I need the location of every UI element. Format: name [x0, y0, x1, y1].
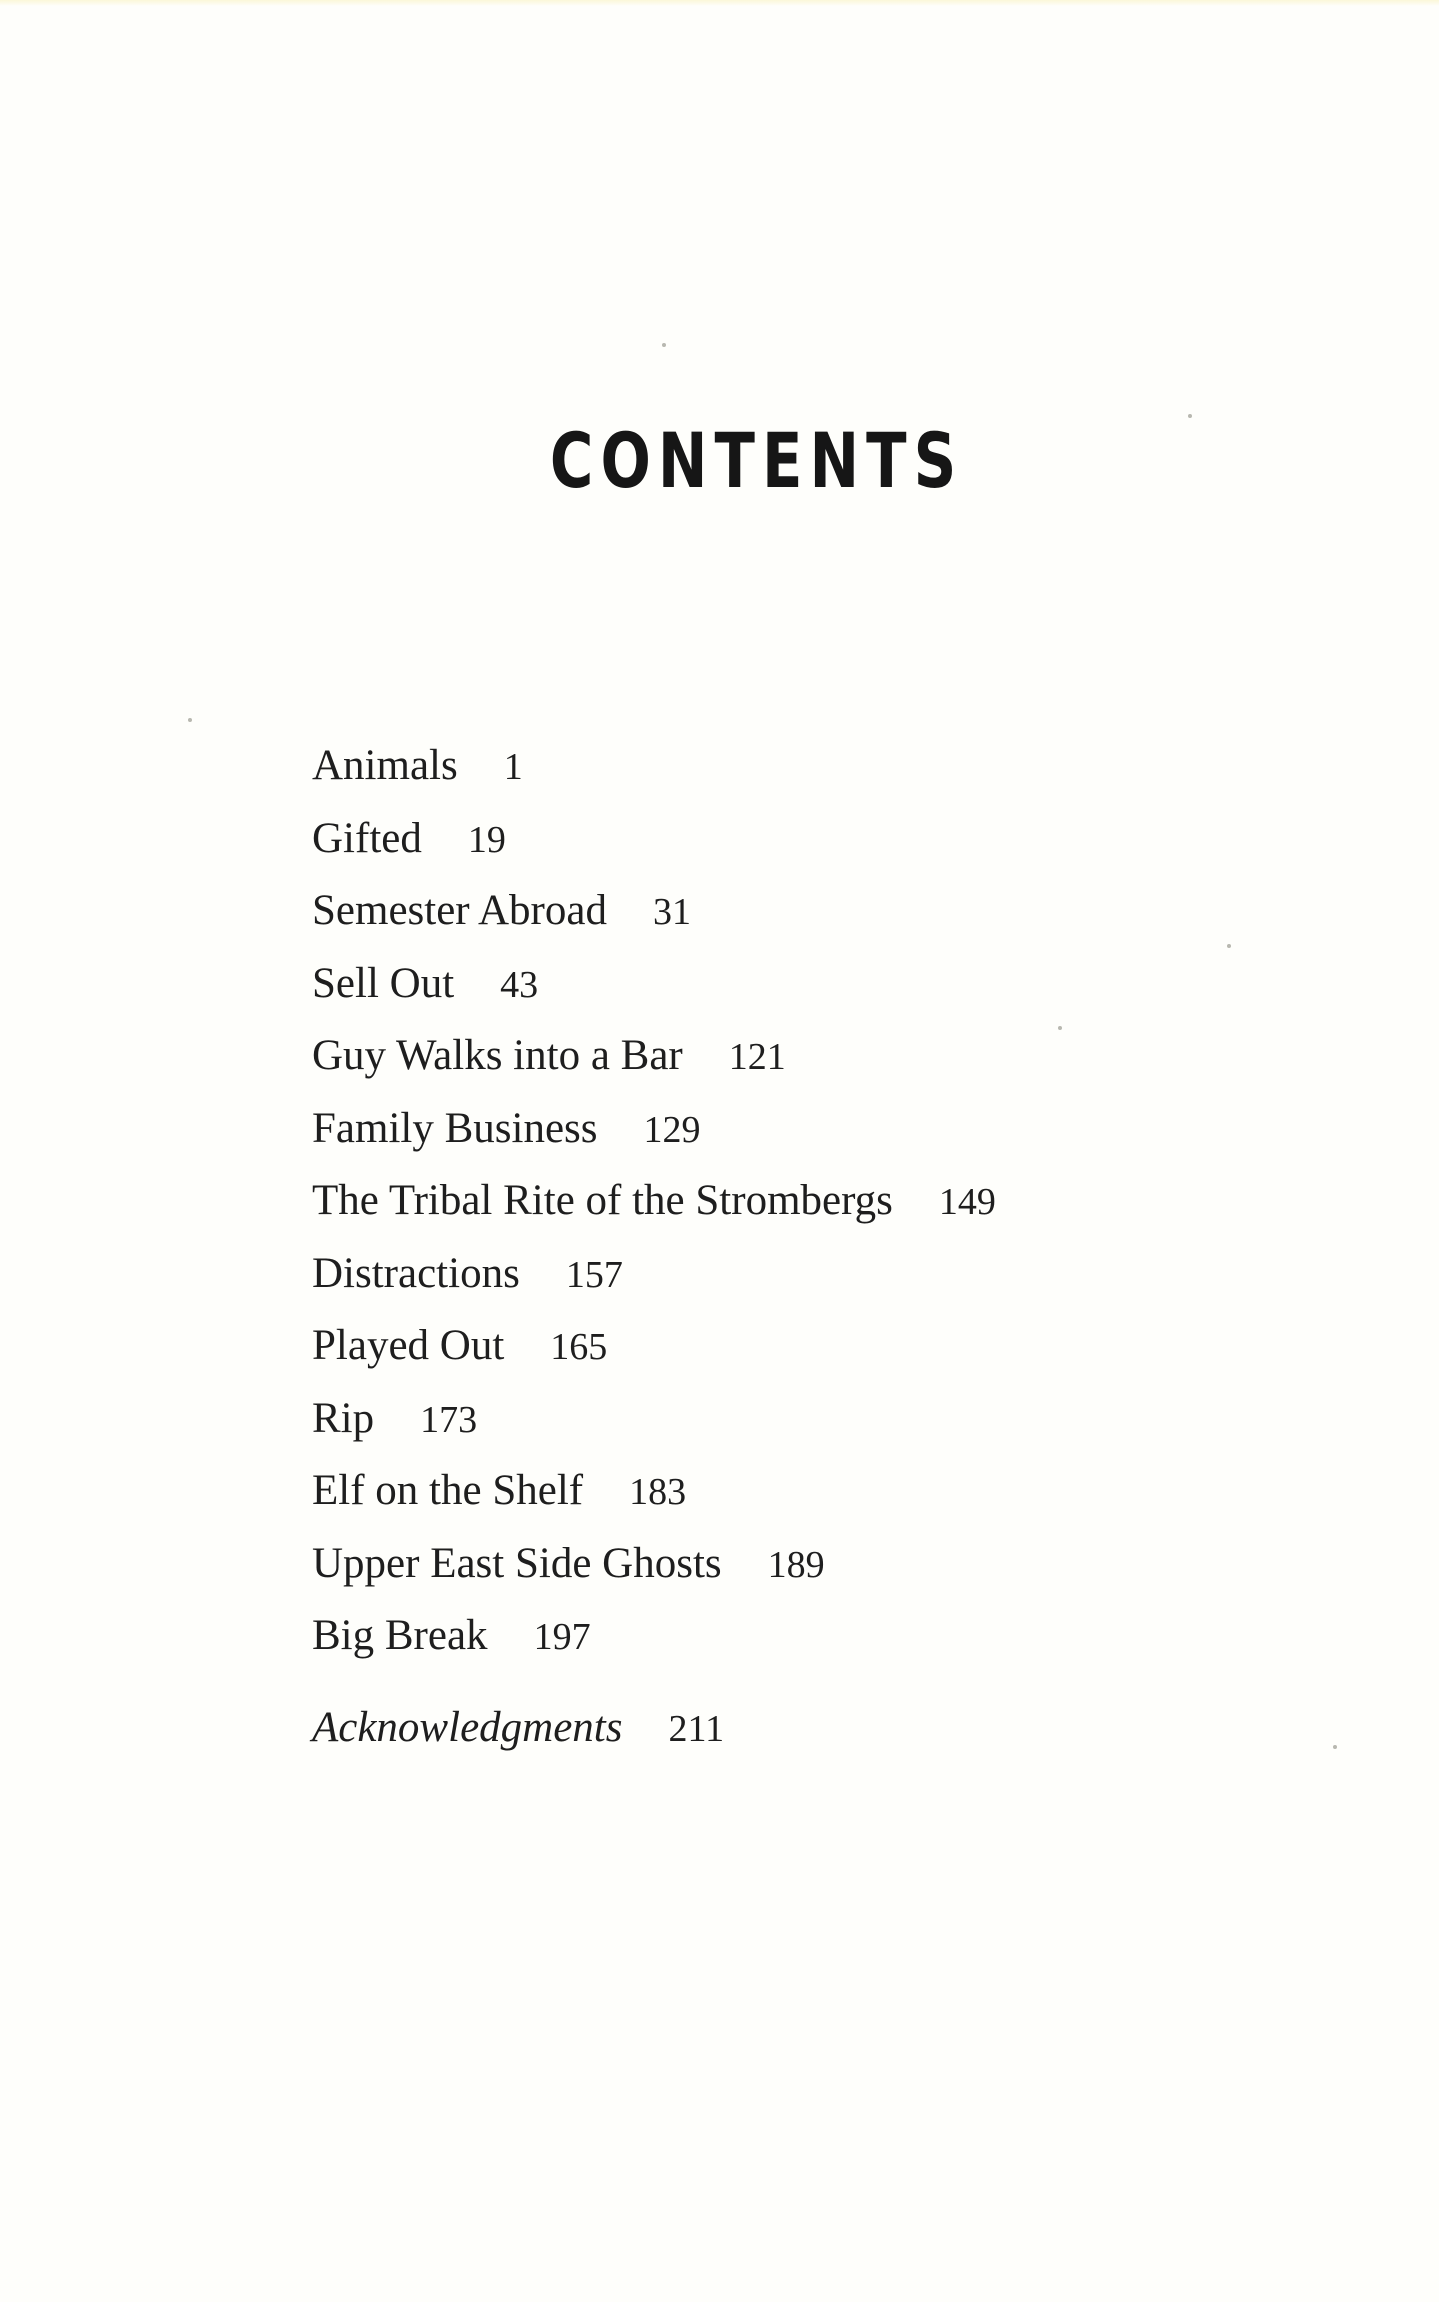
toc-entry[interactable] — [312, 730, 996, 803]
paper-speck — [188, 718, 192, 722]
toc-entry-title: Animals — [312, 742, 458, 789]
toc-entry-title: Elf on the Shelf — [312, 1467, 584, 1514]
toc-entry-title: Sell Out — [312, 959, 455, 1007]
toc-entry-title: Semester Abroad — [312, 887, 607, 934]
toc-entry-page: 149 — [938, 1181, 996, 1223]
toc-entry-acknowledgments[interactable] — [312, 1692, 724, 1764]
toc-entry-page: 183 — [629, 1471, 687, 1513]
toc-entry-page: 173 — [420, 1398, 478, 1441]
toc-entry-page: 197 — [533, 1616, 591, 1658]
toc-entry-page: 189 — [767, 1543, 825, 1586]
toc-entry-page: 129 — [643, 1108, 701, 1151]
toc-entry[interactable] — [312, 1455, 996, 1528]
toc-entry-title: Family Business — [312, 1104, 598, 1152]
toc-entry-title: Rip — [312, 1394, 375, 1442]
toc-entry-title: Gifted — [312, 814, 422, 862]
toc-entry[interactable] — [312, 1600, 996, 1673]
page-title: CONTENTS — [549, 415, 964, 505]
toc-entry-title: Acknowledgments — [312, 1704, 623, 1751]
toc-entry-page: 1 — [503, 746, 523, 788]
toc-entry[interactable] — [312, 1238, 996, 1311]
page-edge-tint — [0, 0, 1439, 6]
toc-entry[interactable] — [312, 1310, 996, 1383]
toc-entry-title: Distractions — [312, 1249, 520, 1297]
toc-entry[interactable] — [312, 1093, 996, 1166]
toc-entry[interactable] — [312, 948, 996, 1021]
paper-speck — [1188, 414, 1192, 418]
paper-speck — [662, 343, 666, 347]
toc-entry-page: 165 — [550, 1326, 608, 1368]
toc-entry[interactable] — [312, 1020, 996, 1093]
toc-entry-page: 43 — [500, 963, 539, 1006]
toc-entry-page: 31 — [652, 891, 691, 933]
paper-speck — [1058, 1026, 1062, 1030]
toc-entry-page: 121 — [728, 1036, 786, 1078]
toc-entry-title: Played Out — [312, 1322, 505, 1369]
toc-entry-title: Big Break — [312, 1612, 488, 1659]
toc-entry-page: 157 — [565, 1253, 623, 1296]
toc-entry[interactable] — [312, 803, 996, 876]
paper-speck — [1227, 944, 1231, 948]
paper-speck — [1333, 1745, 1337, 1749]
toc-entry-page: 211 — [668, 1708, 725, 1750]
toc-entry-page: 19 — [467, 818, 506, 861]
table-of-contents — [312, 730, 996, 1673]
toc-entry[interactable] — [312, 1528, 996, 1601]
toc-entry-title: The Tribal Rite of the Strombergs — [312, 1177, 893, 1224]
toc-entry[interactable] — [312, 1165, 996, 1238]
toc-entry-title: Upper East Side Ghosts — [312, 1539, 722, 1587]
toc-entry[interactable] — [312, 875, 996, 948]
toc-entry-title: Guy Walks into a Bar — [312, 1032, 683, 1079]
toc-entry[interactable] — [312, 1383, 996, 1456]
